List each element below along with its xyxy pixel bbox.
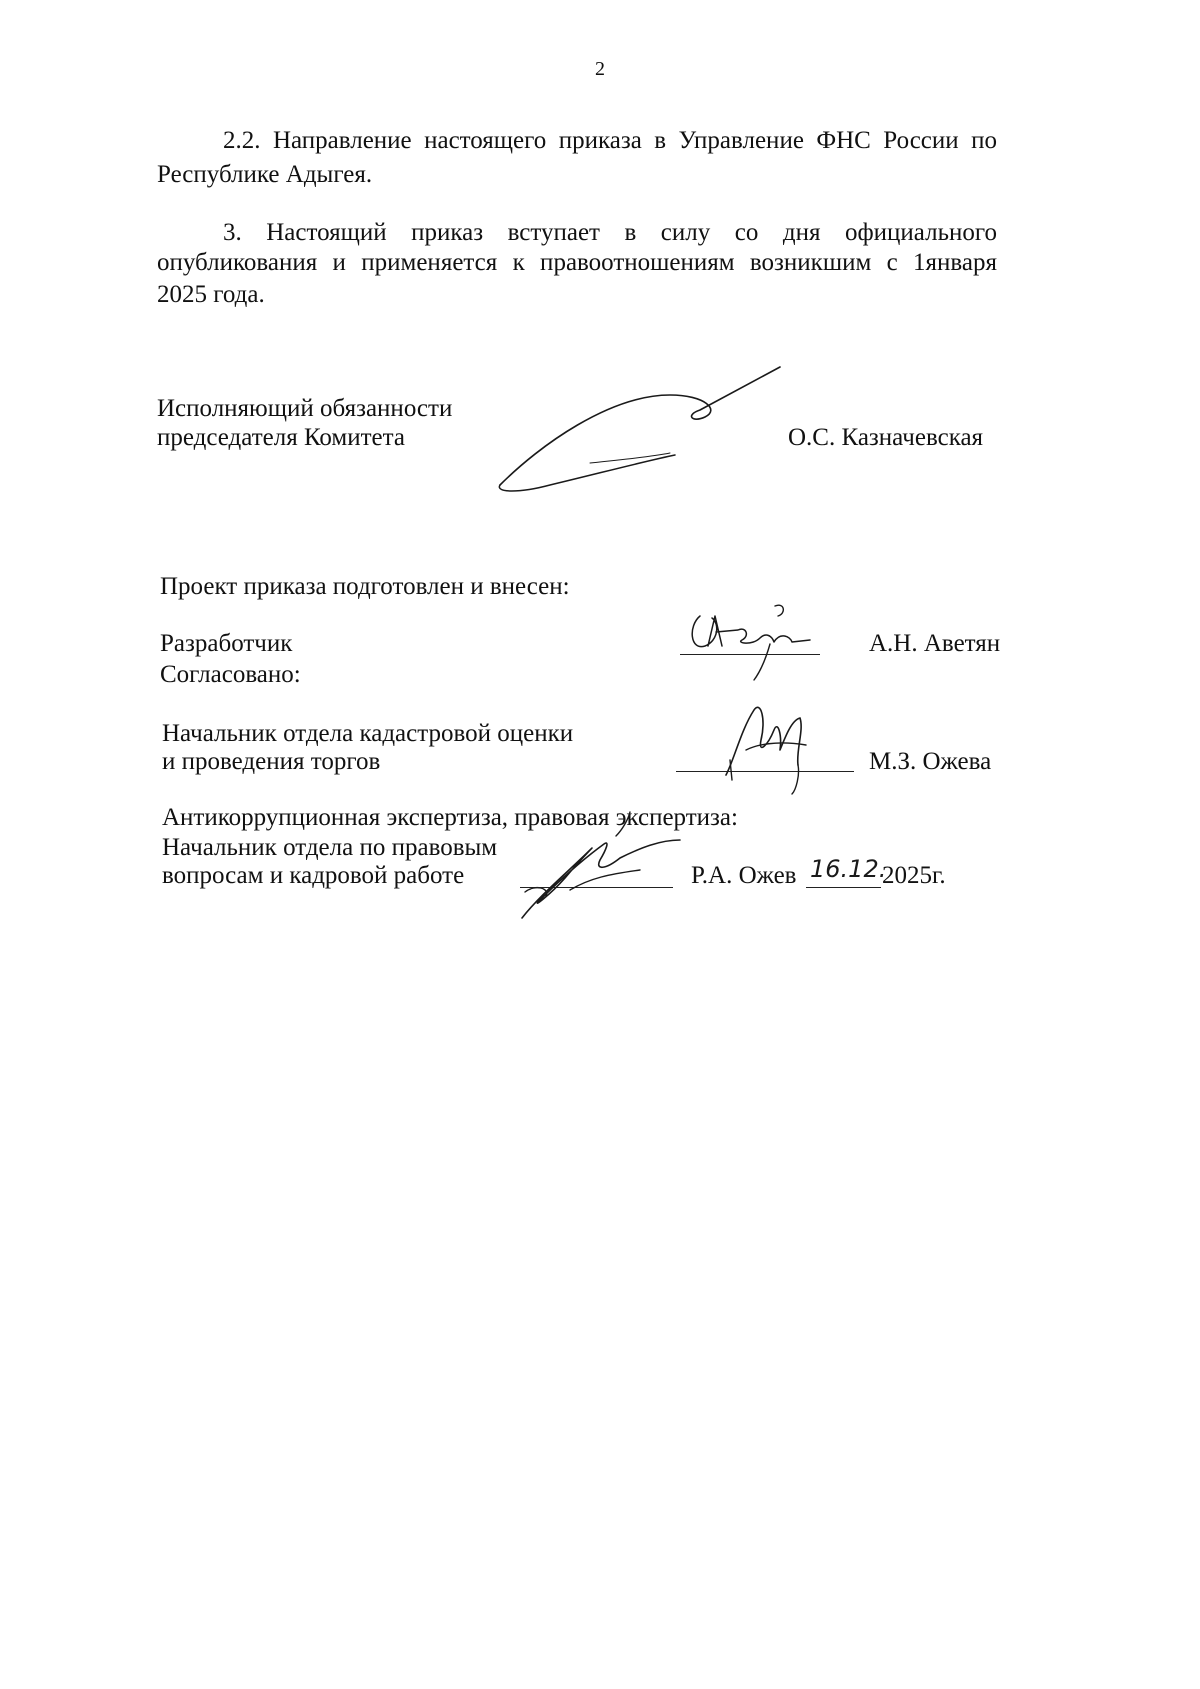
page-number: 2 xyxy=(595,58,605,80)
developer-label: Разработчик xyxy=(160,630,293,657)
cadastral-title-line-1: Начальник отдела кадастровой оценки xyxy=(162,720,574,747)
signatory-signature xyxy=(480,355,800,505)
signatory-name: О.С. Казначевская xyxy=(788,424,984,451)
clause-3-line-3: 2025 года. xyxy=(157,281,265,308)
clause-3-line-2: опубликования и применяется к правоотношениям возникшим с 1января xyxy=(157,249,997,276)
legal-title-line-1: Начальник отдела по правовым xyxy=(162,834,498,861)
cadastral-signature xyxy=(716,690,836,800)
cadastral-name: М.З. Ожева xyxy=(869,748,992,775)
agreed-label: Согласовано: xyxy=(160,661,301,688)
signatory-title-line-1: Исполняющий обязанности xyxy=(157,395,453,422)
handwritten-date: 16.12. xyxy=(810,855,887,883)
clause-2-2-line-2: Республике Адыгея. xyxy=(157,161,373,188)
legal-date-year: 2025г. xyxy=(882,862,946,889)
legal-heading: Антикоррупционная экспертиза, правовая экспертиза: xyxy=(162,804,738,831)
clause-2-2-line-1: 2.2. Направление настоящего приказа в Управление ФНС России по xyxy=(223,127,997,154)
project-heading: Проект приказа подготовлен и внесен: xyxy=(160,573,570,600)
legal-signature xyxy=(510,800,700,930)
developer-signature xyxy=(680,596,830,686)
signatory-title-line-2: председателя Комитета xyxy=(157,424,405,451)
clause-3-line-1: 3. Настоящий приказ вступает в силу со дня официального xyxy=(223,219,997,246)
legal-title-line-2: вопросам и кадровой работе xyxy=(162,862,465,889)
cadastral-title-line-2: и проведения торгов xyxy=(162,748,381,775)
date-underline xyxy=(806,887,881,888)
developer-name: А.Н. Аветян xyxy=(869,630,1001,657)
legal-name: Р.А. Ожев xyxy=(691,862,797,889)
